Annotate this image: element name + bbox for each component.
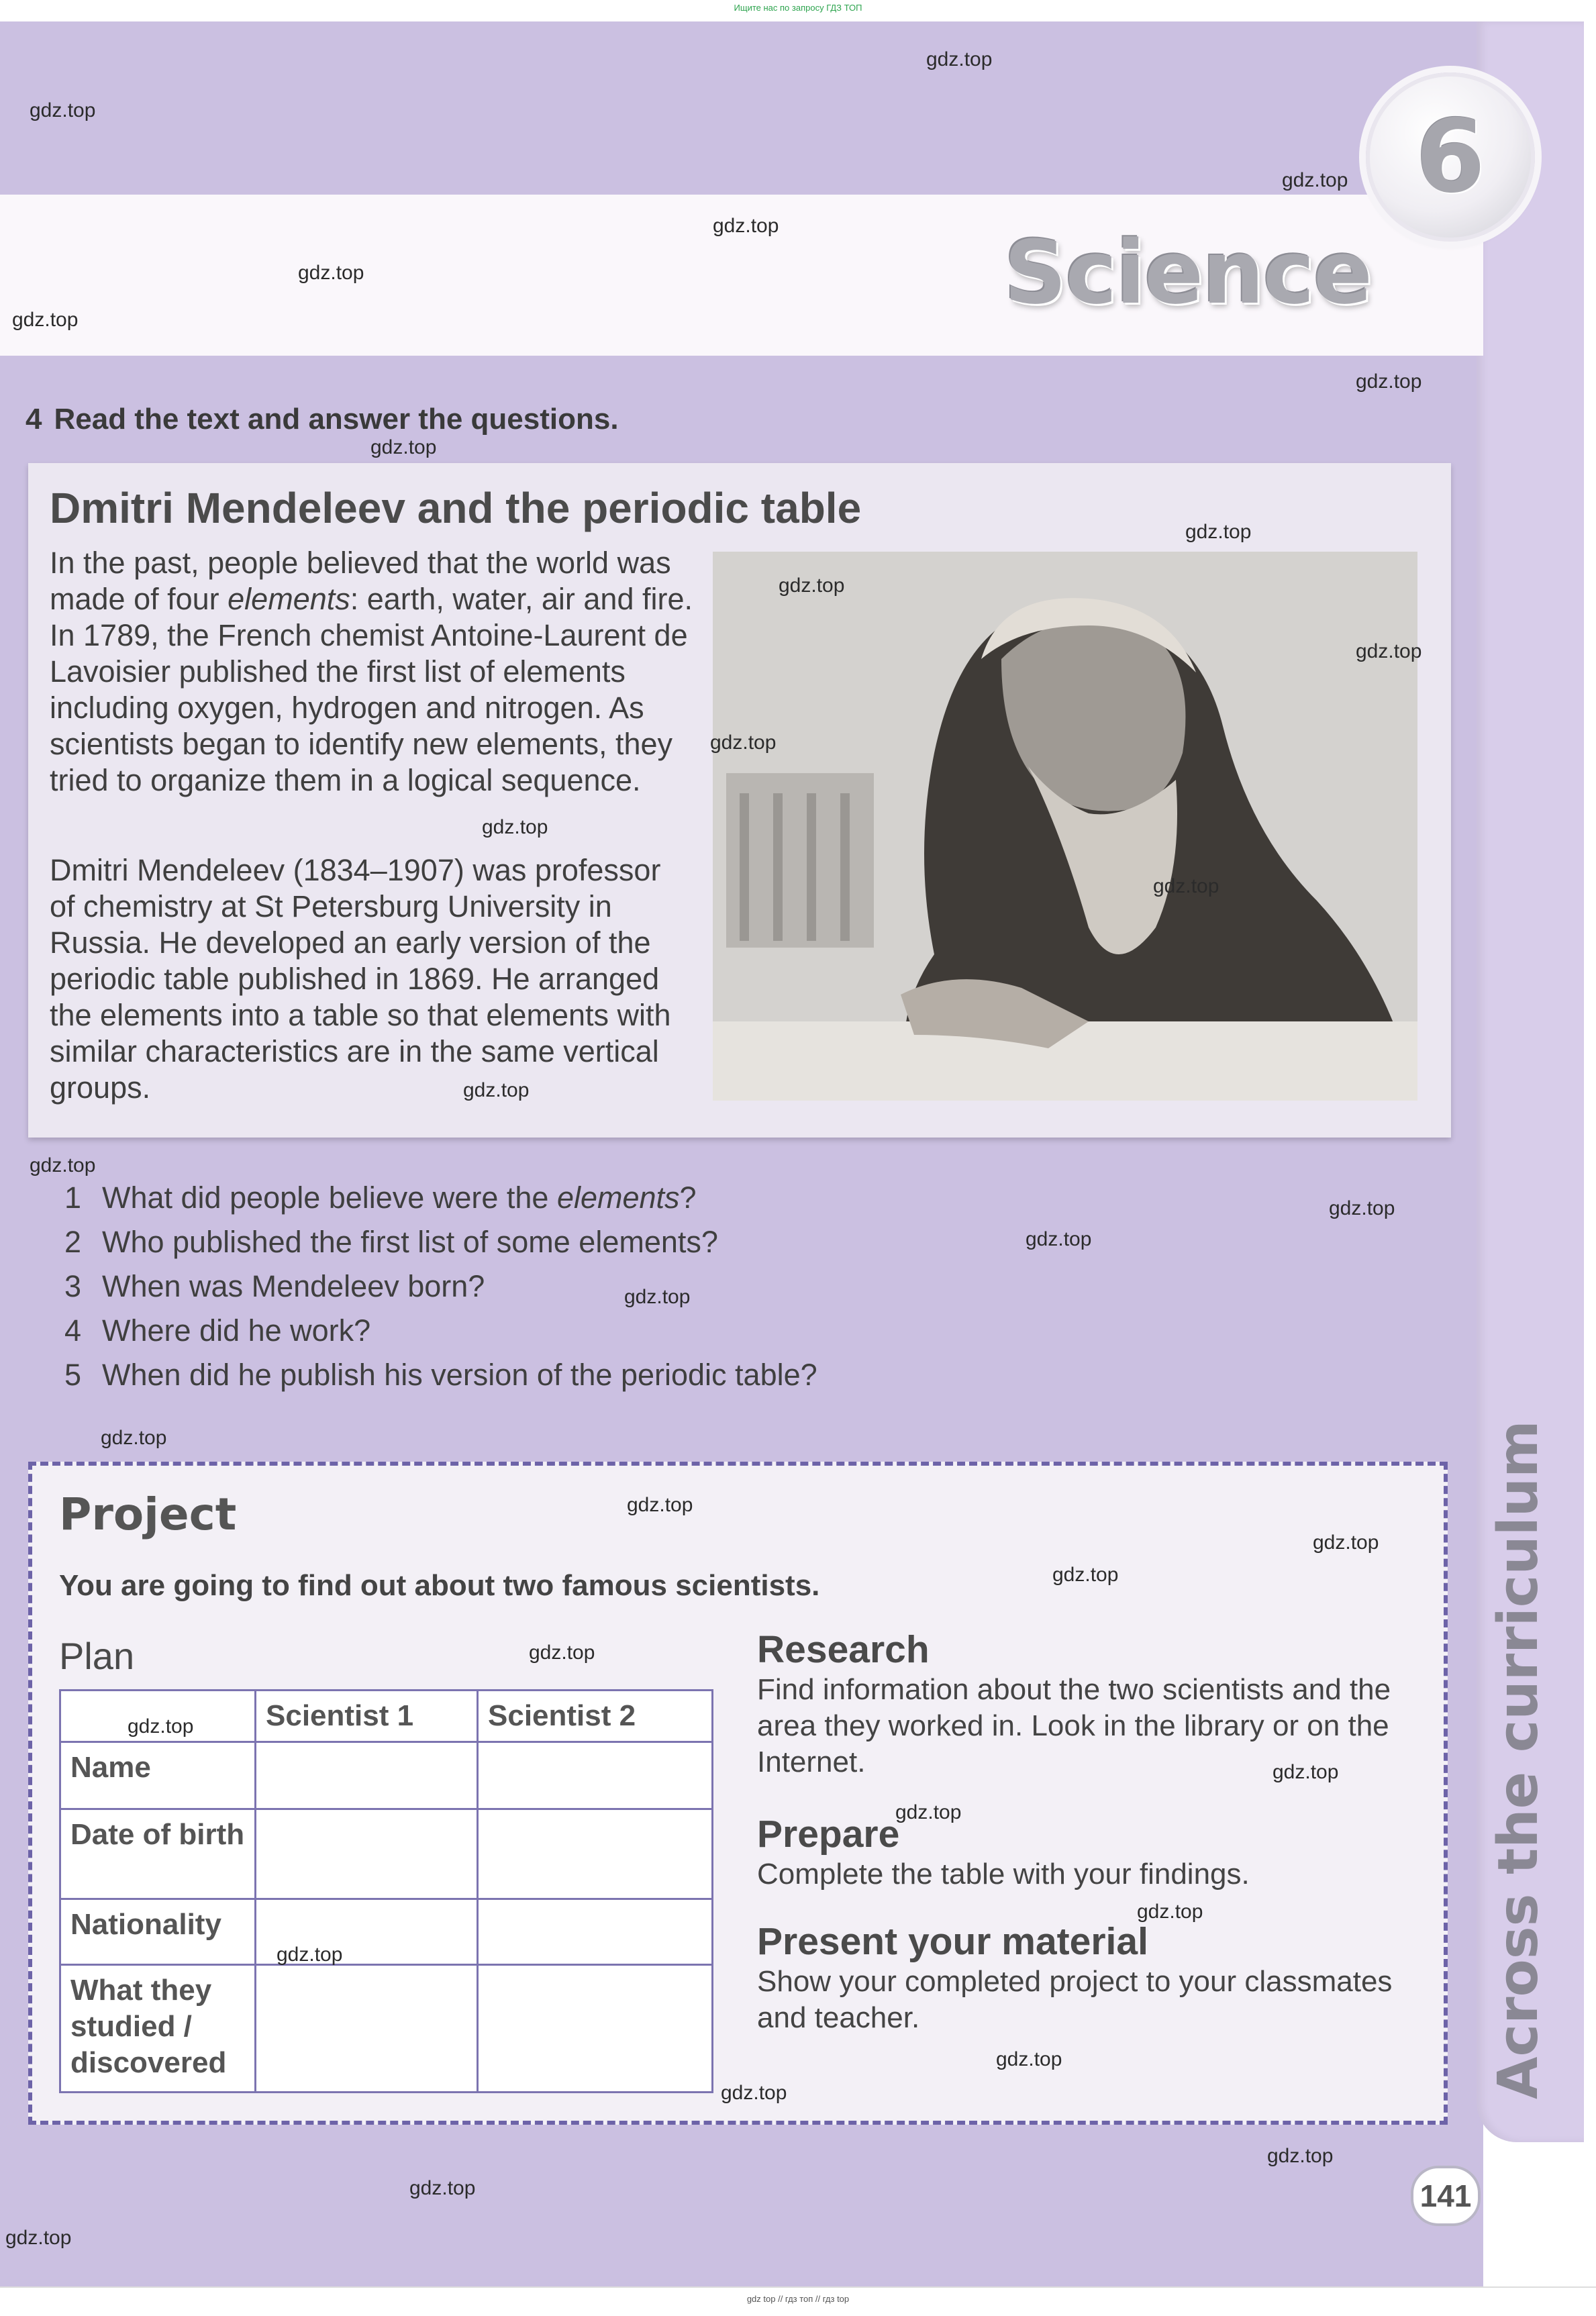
- question-item: [64, 1353, 817, 1397]
- article-paragraph-1-part-a: In the past, people believed that the world was made of four: [50, 546, 671, 616]
- watermark: gdz.top: [298, 262, 364, 284]
- present-text: Show your completed project to your classmates and teacher.: [757, 1965, 1393, 2034]
- watermark: gdz.top: [277, 1944, 343, 1966]
- watermark: gdz.top: [1313, 1531, 1379, 1554]
- plan-table-cell-scientist-1[interactable]: [256, 1809, 478, 1899]
- plan-heading: Plan: [59, 1635, 135, 1677]
- project-intro: You are going to find out about two famous scientists.: [59, 1569, 820, 1602]
- watermark: gdz.top: [1329, 1197, 1395, 1219]
- plan-table-cell-scientist-2[interactable]: [478, 1809, 713, 1899]
- plan-table-row-label: What they studied / discovered: [60, 1965, 256, 2093]
- watermark: gdz.top: [5, 2227, 72, 2249]
- watermark: gdz.top: [713, 215, 779, 237]
- watermark: gdz.top: [30, 99, 96, 121]
- plan-table-row: [60, 1899, 713, 1965]
- prepare-section: [757, 1812, 1428, 1893]
- unit-number-badge: [1366, 72, 1535, 242]
- question-text: Who published the first list of some elements?: [102, 1225, 718, 1259]
- article-paragraph-1-part-b: : earth, water, air and fire. In 1789, the French chemist Antoine-Laurent de Lavoisier published the first list of elements including oxygen, hydrogen and nitrogen. As scientists began to identify new elements, they tried to organize them in a logical sequence.: [50, 582, 693, 797]
- plan-table: [59, 1689, 713, 2093]
- watermark: gdz.top: [624, 1286, 691, 1308]
- question-text-end: ?: [679, 1180, 697, 1215]
- watermark: gdz.top: [1153, 875, 1219, 897]
- comprehension-questions: [64, 1176, 817, 1397]
- project-title: Project: [59, 1489, 237, 1540]
- research-section: [757, 1627, 1428, 1780]
- watermark: gdz.top: [101, 1427, 167, 1449]
- watermark: gdz.top: [529, 1642, 595, 1664]
- plan-table-cell-scientist-2[interactable]: [478, 1742, 713, 1809]
- top-note: Ищите нас по запросу ГДЗ ТОП: [734, 3, 862, 13]
- exercise-number: 4: [26, 403, 42, 436]
- watermark: gdz.top: [463, 1079, 530, 1101]
- watermark: gdz.top: [996, 2048, 1062, 2070]
- question-text: When was Mendeleev born?: [102, 1269, 485, 1303]
- prepare-heading: Prepare: [757, 1813, 900, 1856]
- question-number: 5: [64, 1358, 82, 1392]
- watermark: gdz.top: [710, 732, 777, 754]
- watermark: gdz.top: [895, 1801, 962, 1823]
- watermark: gdz.top: [1267, 2145, 1334, 2167]
- mendeleev-portrait-image: [713, 552, 1417, 1101]
- watermark: gdz.top: [409, 2177, 476, 2199]
- question-number: 4: [64, 1313, 82, 1348]
- page-number: 141: [1411, 2166, 1481, 2226]
- plan-table-cell-scientist-2[interactable]: [478, 1899, 713, 1965]
- watermark: gdz.top: [1273, 1761, 1339, 1783]
- article-paragraph-1: [50, 545, 694, 799]
- question-number: 3: [64, 1269, 82, 1303]
- present-section: [757, 1919, 1428, 2036]
- question-item: [64, 1309, 817, 1353]
- question-text: What did people believe were the: [102, 1180, 557, 1215]
- watermark: gdz.top: [370, 436, 437, 458]
- research-text: Find information about the two scientists and the area they worked in. Look in the library or on the Internet.: [757, 1673, 1391, 1778]
- question-item: [64, 1264, 817, 1309]
- plan-table-row-label: Date of birth: [60, 1809, 256, 1899]
- question-item: [64, 1220, 817, 1264]
- exercise-text: Read the text and answer the questions.: [54, 403, 619, 436]
- plan-table-row-label: Nationality: [60, 1899, 256, 1965]
- question-emphasis: elements: [556, 1180, 680, 1215]
- watermark: gdz.top: [1282, 169, 1348, 191]
- plan-table-row-label: Name: [60, 1742, 256, 1809]
- question-item: [64, 1176, 817, 1220]
- watermark: gdz.top: [627, 1494, 693, 1516]
- side-section-label: Across the curriculum: [1487, 1420, 1550, 2099]
- plan-table-header-scientist-2: Scientist 2: [478, 1691, 713, 1742]
- plan-table-cell-scientist-1[interactable]: [256, 1965, 478, 2093]
- watermark: gdz.top: [1185, 521, 1252, 543]
- footer-divider: [0, 2286, 1596, 2288]
- plan-table-row: [60, 1809, 713, 1899]
- watermark: gdz.top: [482, 816, 548, 838]
- watermark: gdz.top: [12, 309, 79, 331]
- bottom-note: gdz top // гдз топ // гдз top: [746, 2294, 850, 2304]
- article-title: Dmitri Mendeleev and the periodic table: [50, 484, 862, 532]
- watermark: gdz.top: [128, 1715, 194, 1738]
- watermark: gdz.top: [1026, 1228, 1092, 1250]
- plan-table-cell-scientist-2[interactable]: [478, 1965, 713, 2093]
- watermark: gdz.top: [30, 1154, 96, 1176]
- portrait-illustration: [713, 552, 1417, 1101]
- research-heading: Research: [757, 1628, 930, 1671]
- question-number: 1: [64, 1180, 82, 1215]
- unit-number: 6: [1415, 99, 1486, 215]
- present-heading: Present your material: [757, 1920, 1148, 1963]
- article-paragraph-2: Dmitri Mendeleev (1834–1907) was professor of chemistry at St Petersburg University in Russia. He developed an early version of the periodic table published in 1869. He arranged the elements into a table so that elements with similar characteristics are in the same vertical groups.: [50, 853, 671, 1105]
- watermark: gdz.top: [1356, 640, 1422, 662]
- question-text: Where did he work?: [102, 1313, 371, 1348]
- watermark: gdz.top: [1356, 370, 1422, 393]
- watermark: gdz.top: [779, 574, 845, 597]
- plan-table-row: [60, 1965, 713, 2093]
- prepare-text: Complete the table with your findings.: [757, 1858, 1250, 1891]
- exercise-instruction: [26, 403, 619, 436]
- question-number: 2: [64, 1225, 82, 1259]
- unit-title: Science: [1003, 221, 1371, 323]
- question-text: When did he publish his version of the periodic table?: [102, 1358, 817, 1392]
- plan-table-cell-scientist-1[interactable]: [256, 1742, 478, 1809]
- article-paragraph-1-emphasis: elements: [228, 582, 350, 616]
- watermark: gdz.top: [1052, 1564, 1119, 1586]
- watermark: gdz.top: [721, 2082, 787, 2104]
- watermark: gdz.top: [926, 48, 993, 70]
- plan-table-header-scientist-1: Scientist 1: [256, 1691, 478, 1742]
- watermark: gdz.top: [1137, 1901, 1203, 1923]
- plan-table-row: [60, 1742, 713, 1809]
